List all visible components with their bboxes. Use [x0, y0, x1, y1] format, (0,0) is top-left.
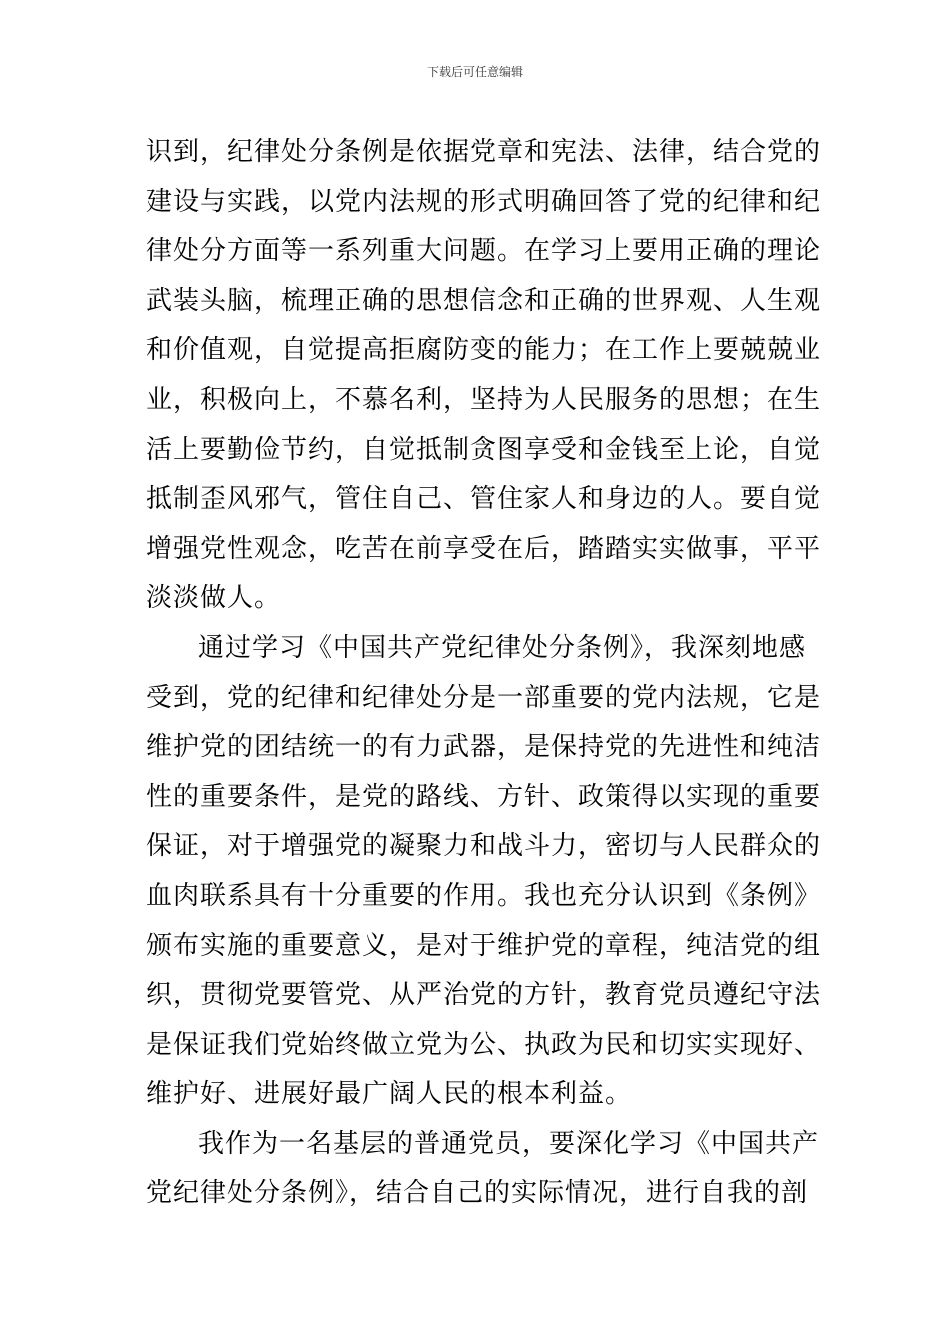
paragraph [146, 128, 822, 624]
document-body [146, 128, 822, 1219]
text-line: 建设与实践，以党内法规的形式明确回答了党的纪律和纪 [146, 186, 822, 217]
text-line: 识到，纪律处分条例是依据党章和宪法、法律，结合党的 [146, 137, 822, 167]
text-line: 维护党的团结统一的有力武器，是保持党的先进性和纯洁 [146, 732, 822, 763]
text-line: 颁布实施的重要意义，是对于维护党的章程，纯洁党的组 [146, 930, 822, 961]
page-header: 下载后可任意编辑 [426, 65, 523, 79]
text-line: 淡淡做人。 [146, 583, 282, 614]
text-line: 和价值观，自觉提高拒腐防变的能力；在工作上要兢兢业 [146, 335, 822, 366]
text-line: 织，贯彻党要管党、从严治党的方针，教育党员遵纪守法 [146, 980, 822, 1011]
paragraph [146, 624, 822, 1120]
text-line: 维护好、进展好最广阔人民的根本利益。 [146, 1079, 633, 1110]
text-line: 保证，对于增强党的凝聚力和战斗力，密切与人民群众的 [146, 831, 822, 862]
text-line: 通过学习《中国共产党纪律处分条例》，我深刻地感 [198, 632, 807, 663]
text-line: 我作为一名基层的普通党员，要深化学习《中国共产 [198, 1128, 820, 1159]
text-line: 受到，党的纪律和纪律处分是一部重要的党内法规，它是 [146, 682, 822, 713]
text-line: 血肉联系具有十分重要的作用。我也充分认识到《条例》 [146, 880, 822, 911]
text-line: 活上要勤俭节约，自觉抵制贪图享受和金钱至上论，自觉 [146, 434, 822, 465]
text-line: 增强党性观念，吃苦在前享受在后，踏踏实实做事，平平 [146, 533, 822, 564]
text-line: 是保证我们党始终做立党为公、执政为民和切实实现好、 [146, 1029, 822, 1060]
text-line: 武装头脑，梳理正确的思想信念和正确的世界观、人生观 [146, 285, 822, 316]
text-line: 党纪律处分条例》，结合自己的实际情况，进行自我的剖 [146, 1178, 809, 1209]
text-line: 律处分方面等一系列重大问题。在学习上要用正确的理论 [146, 236, 822, 267]
paragraph [146, 1120, 818, 1219]
text-line: 业，积极向上，不慕名利，坚持为人民服务的思想；在生 [146, 384, 822, 415]
text-line: 抵制歪风邪气，管住自己、管住家人和身边的人。要自觉 [146, 484, 822, 515]
text-line: 性的重要条件，是党的路线、方针、政策得以实现的重要 [146, 781, 822, 812]
